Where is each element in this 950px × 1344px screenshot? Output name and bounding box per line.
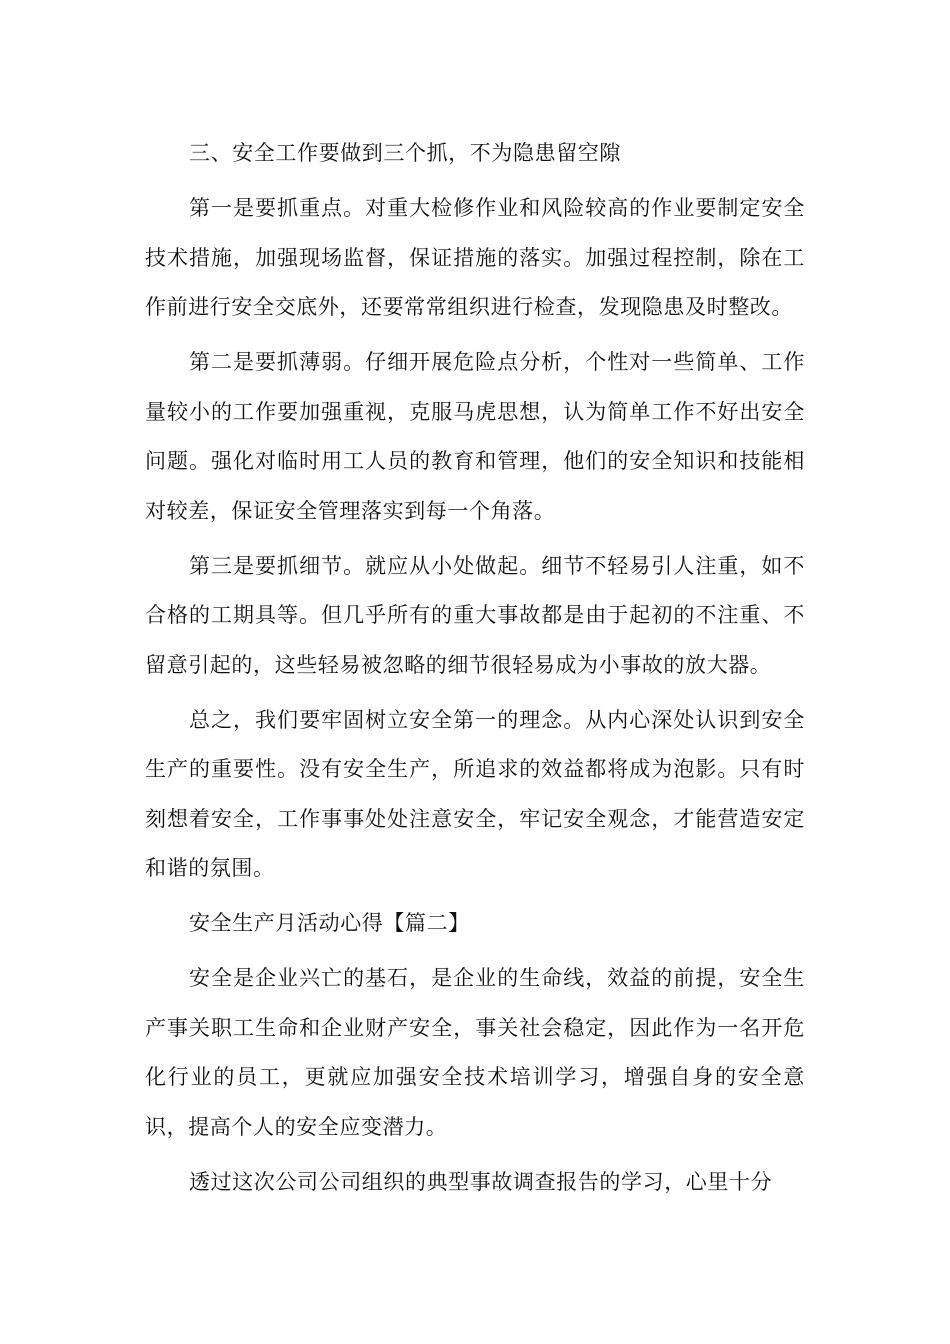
paragraph-focus-weak-points: 第二是要抓薄弱。仔细开展危险点分析，个性对一些简单、工作量较小的工作要加强重视，克服马虎思想，认为简单工作不好出安全问题。强化对临时用工人员的教育和管理，他们的安全知识和技能相对较差，保证安全管理落实到每一个角落。 [145, 350, 805, 523]
article-title: 安全生产月活动心得【篇二】 [189, 911, 470, 935]
document-body [145, 129, 805, 1213]
paragraph-safety-foundation: 安全是企业兴亡的基石，是企业的生命线，效益的前提，安全生产事关职工生命和企业财产安全，事关社会稳定，因此作为一名开危化行业的员工，更就应加强安全技术培训学习，增强自身的安全意识，提高个人的安全应变潜力。 [145, 966, 805, 1139]
paragraph-study-reflection: 透过这次公司公司组织的典型事故调查报告的学习，心里十分 [189, 1169, 773, 1194]
section-heading: 三、安全工作要做到三个抓，不为隐患留空隙 [189, 141, 621, 165]
paragraph-conclusion: 总之，我们要牢固树立安全第一的理念。从内心深处认识到安全生产的重要性。没有安全生产，所追求的效益都将成为泡影。只有时刻想着安全，工作事事处处注意安全，牢记安全观念，才能营造安定和谐的氛围。 [145, 707, 805, 880]
paragraph-focus-key-points: 第一是要抓重点。对重大检修作业和风险较高的作业要制定安全技术措施，加强现场监督，保证措施的落实。加强过程控制，除在工作前进行安全交底外，还要常常组织进行检查，发现隐患及时整改。 [145, 196, 805, 319]
paragraph-focus-details: 第三是要抓细节。就应从小处做起。细节不轻易引人注重，如不合格的工期具等。但几乎所有的重大事故都是由于起初的不注重、不留意引起的，这些轻易被忽略的细节很轻易成为小事故的放大器。 [145, 553, 805, 677]
